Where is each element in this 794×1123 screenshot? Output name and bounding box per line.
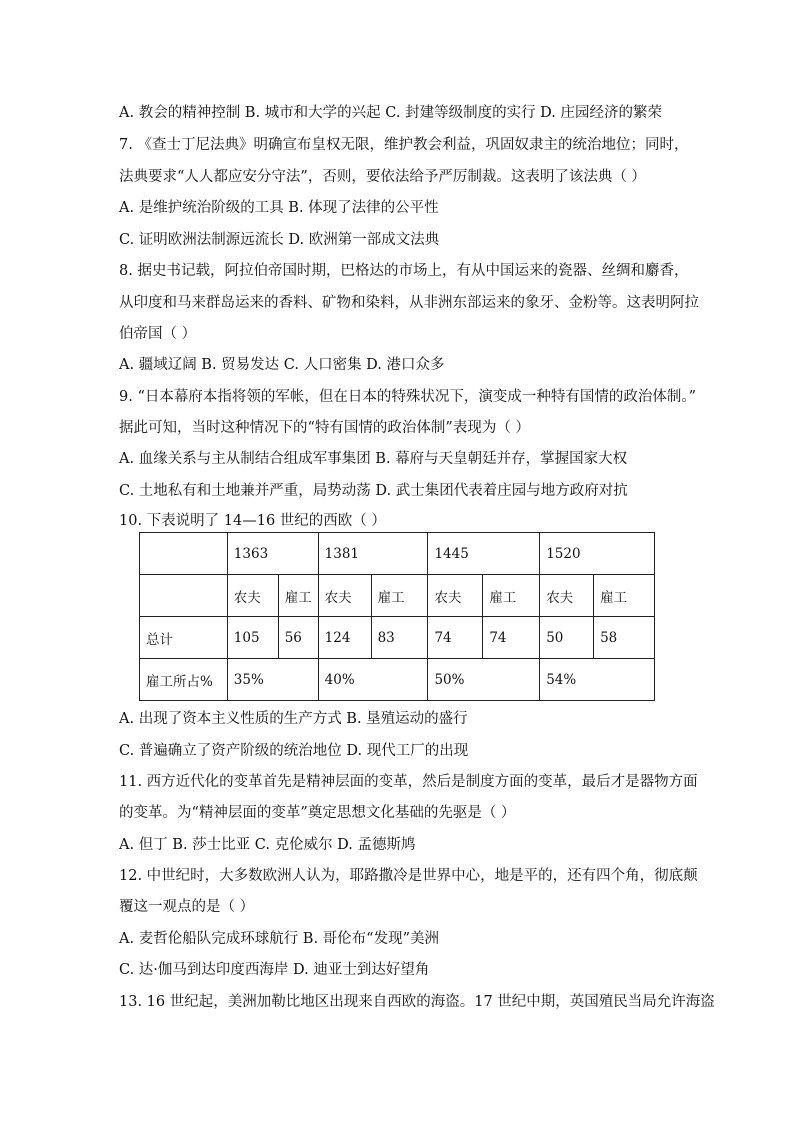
q7-options-cd: C. 证明欧洲法制源远流长 D. 欧洲第一部成文法典 xyxy=(119,232,440,248)
table-cell: 74 xyxy=(428,617,483,659)
q11-stem-line-2: 的变革。为“精神层面的变革”奠定思想文化基础的先驱是（ ） xyxy=(119,805,516,821)
q8-stem-line-3: 伯帝国（ ） xyxy=(119,326,197,342)
table-cell: 35% xyxy=(227,659,318,701)
q10-options-ab: A. 出现了资本主义性质的生产方式 B. 垦殖运动的盛行 xyxy=(119,711,468,727)
table-cell: 50% xyxy=(428,659,540,701)
table-empty-cell xyxy=(140,533,228,575)
table-subheader-row xyxy=(140,575,655,617)
q8-options: A. 疆域辽阔 B. 贸易发达 C. 人口密集 D. 港口众多 xyxy=(119,357,445,373)
table-cell: 74 xyxy=(483,617,540,659)
q8-stem-line-2: 从印度和马来群岛运来的香料、矿物和染料，从非洲东部运来的象牙、金粉等。这表明阿拉 xyxy=(119,295,699,311)
table-cell: 56 xyxy=(278,617,318,659)
table-subheader-cell: 雇工 xyxy=(594,575,655,617)
table-cell: 105 xyxy=(227,617,278,659)
q7-options-ab: A. 是维护统治阶级的工具 B. 体现了法律的公平性 xyxy=(119,200,439,216)
q10-options-cd: C. 普遍确立了资产阶级的统治地位 D. 现代工厂的出现 xyxy=(119,743,469,759)
q13-stem-line-1: 13. 16 世纪起，美洲加勒比地区出现来自西欧的海盗。17 世纪中期，英国殖民当局允许海盗 xyxy=(119,994,715,1010)
q12-options-cd: C. 达·伽马到达印度西海岸 D. 迪亚士到达好望角 xyxy=(119,962,430,978)
q9-options-ab: A. 血缘关系与主从制结合组成军事集团 B. 幕府与天皇朝廷并存，掌握国家大权 xyxy=(119,451,628,467)
table-year-row xyxy=(140,533,655,575)
q12-stem-line-1: 12. 中世纪时，大多数欧洲人认为，耶路撒冷是世界中心，地是平的，还有四个角，彻底颠 xyxy=(119,868,698,884)
table-subheader-cell: 雇工 xyxy=(278,575,318,617)
table-row-label: 总计 xyxy=(140,617,228,659)
q12-stem-line-2: 覆这一观点的是（ ） xyxy=(119,899,255,915)
table-year-cell: 1363 xyxy=(227,533,318,575)
q6-options: A. 教会的精神控制 B. 城市和大学的兴起 C. 封建等级制度的实行 D. 庄园经济的繁荣 xyxy=(119,105,663,121)
table-cell: 83 xyxy=(371,617,428,659)
table-subheader-cell: 农夫 xyxy=(428,575,483,617)
table-subheader-cell: 雇工 xyxy=(371,575,428,617)
q7-stem-line-2: 法典要求“人人都应安分守法”，否则，要依法给予严厉制裁。这表明了该法典（ ） xyxy=(119,169,646,185)
table-row-label: 雇工所占% xyxy=(140,659,228,701)
table-cell: 58 xyxy=(594,617,655,659)
q9-stem-line-2: 据此可知，当时这种情况下的“特有国情的政治体制”表现为（ ） xyxy=(119,420,530,436)
table-cell: 50 xyxy=(540,617,594,659)
table-subheader-cell: 农夫 xyxy=(227,575,278,617)
q11-options: A. 但丁 B. 莎士比亚 C. 克伦威尔 D. 孟德斯鸠 xyxy=(119,837,416,853)
table-cell: 54% xyxy=(540,659,655,701)
table-empty-cell xyxy=(140,575,228,617)
table-year-cell: 1445 xyxy=(428,533,540,575)
q12-options-ab: A. 麦哲伦船队完成环球航行 B. 哥伦布“发现”美洲 xyxy=(119,931,439,947)
table-year-cell: 1520 xyxy=(540,533,655,575)
table-percent-row xyxy=(140,659,655,701)
table-subheader-cell: 农夫 xyxy=(540,575,594,617)
table-year-cell: 1381 xyxy=(318,533,428,575)
q9-options-cd: C. 土地私有和土地兼并严重，局势动荡 D. 武士集团代表着庄园与地方政府对抗 xyxy=(119,483,628,499)
q7-stem-line-1: 7. 《查士丁尼法典》明确宣布皇权无限，维护教会利益，巩固奴隶主的统治地位；同时， xyxy=(119,137,689,153)
table-subheader-cell: 雇工 xyxy=(483,575,540,617)
peasant-labor-table xyxy=(139,532,655,701)
q8-stem-line-1: 8. 据史书记载，阿拉伯帝国时期，巴格达的市场上，有从中国运来的瓷器、丝绸和麝香， xyxy=(119,263,689,279)
table-cell: 40% xyxy=(318,659,428,701)
table-cell: 124 xyxy=(318,617,371,659)
q9-stem-line-1: 9. “日本幕府本指将领的军帐，但在日本的特殊状况下，演变成一种特有国情的政治体制。” xyxy=(119,389,697,405)
table-subheader-cell: 农夫 xyxy=(318,575,371,617)
table-total-row xyxy=(140,617,655,659)
q10-stem: 10. 下表说明了 14—16 世纪的西欧（ ） xyxy=(119,513,386,529)
q11-stem-line-1: 11. 西方近代化的变革首先是精神层面的变革，然后是制度方面的变革，最后才是器物方面 xyxy=(119,774,698,790)
